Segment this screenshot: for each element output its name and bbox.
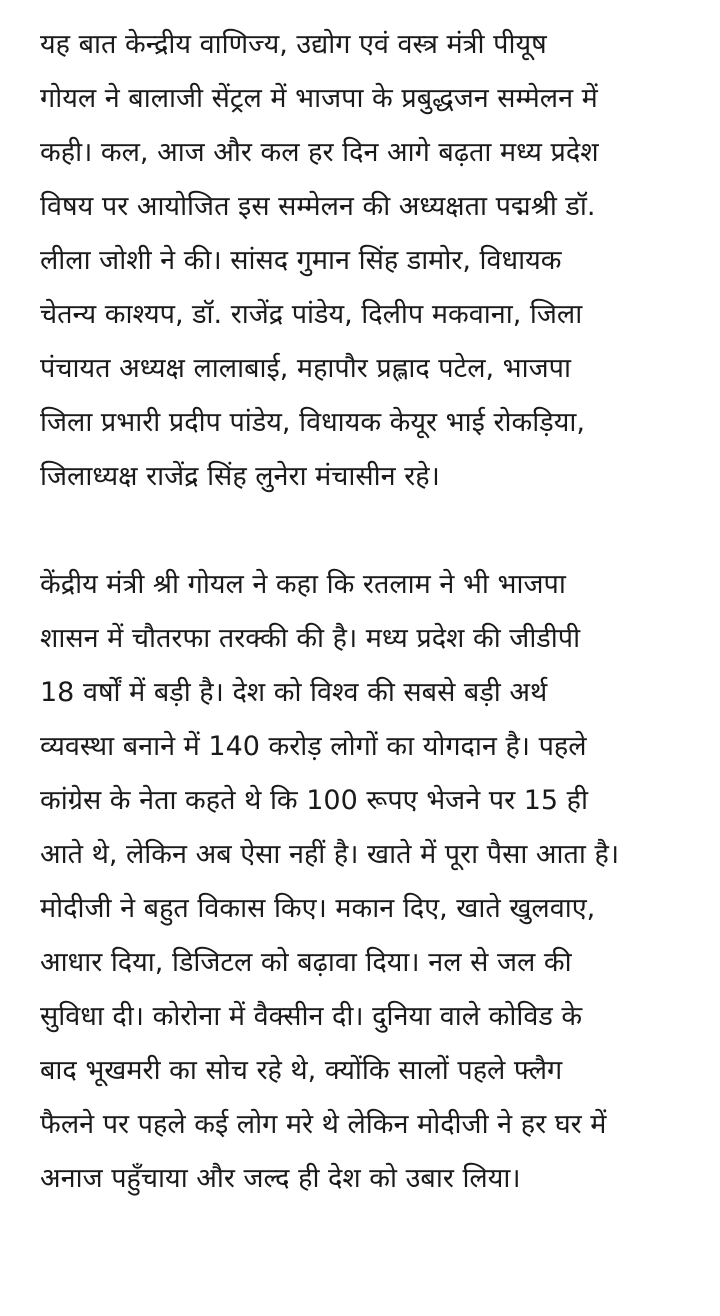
article-body [40,18,690,1206]
paragraph-line: आते थे, लेकिन अब ऐसा नहीं है। खाते में पूरा पैसा आता है। [40,839,620,870]
paragraph-line: शासन में चौतरफा तरक्की की है। मध्य प्रदेश की जीडीपी [40,623,581,654]
paragraph-line: जिला प्रभारी प्रदीप पांडेय, विधायक केयूर भाई रोकड़िया, [40,407,585,438]
paragraph-line: जिलाध्यक्ष राजेंद्र सिंह लुनेरा मंचासीन रहे। [40,461,440,492]
paragraph-1 [40,18,690,504]
paragraph-line: सुविधा दी। कोरोना में वैक्सीन दी। दुनिया वाले कोविड के [40,1001,583,1032]
paragraph-line: अनाज पहुँचाया और जल्द ही देश को उबार लिया। [40,1163,521,1194]
paragraph-line: केंद्रीय मंत्री श्री गोयल ने कहा कि रतलाम ने भी भाजपा [40,569,566,600]
paragraph-line: 18 वर्षों में बड़ी है। देश को विश्व की सबसे बड़ी अर्थ [40,677,548,708]
paragraph-line: पंचायत अध्यक्ष लालाबाई, महापौर प्रह्लाद पटेल, भाजपा [40,353,572,384]
paragraph-line: आधार दिया, डिजिटल को बढ़ावा दिया। नल से जल की [40,947,572,978]
paragraph-line: यह बात केन्द्रीय वाणिज्य, उद्योग एवं वस्त्र मंत्री पीयूष [40,29,547,60]
paragraph-line: व्यवस्था बनाने में 140 करोड़ लोगों का योगदान है। पहले [40,731,587,762]
paragraph-line: लीला जोशी ने की। सांसद गुमान सिंह डामोर, विधायक [40,245,562,276]
paragraph-line: बाद भूखमरी का सोच रहे थे, क्योंकि सालों पहले फ्लैग [40,1055,563,1086]
paragraph-line: मोदीजी ने बहुत विकास किए। मकान दिए, खाते खुलवाए, [40,893,596,924]
paragraph-2 [40,558,690,1206]
paragraph-line: गोयल ने बालाजी सेंट्रल में भाजपा के प्रबुद्धजन सम्मेलन में [40,83,598,114]
paragraph-line: कांग्रेस के नेता कहते थे कि 100 रूपए भेजने पर 15 ही [40,785,589,816]
paragraph-line: विषय पर आयोजित इस सम्मेलन की अध्यक्षता पद्मश्री डॉ. [40,191,596,222]
paragraph-line: फैलने पर पहले कई लोग मरे थे लेकिन मोदीजी ने हर घर में [40,1109,607,1140]
paragraph-line: कही। कल, आज और कल हर दिन आगे बढ़ता मध्य प्रदेश [40,137,599,168]
paragraph-line: चेतन्य काश्यप, डॉ. राजेंद्र पांडेय, दिलीप मकवाना, जिला [40,299,583,330]
